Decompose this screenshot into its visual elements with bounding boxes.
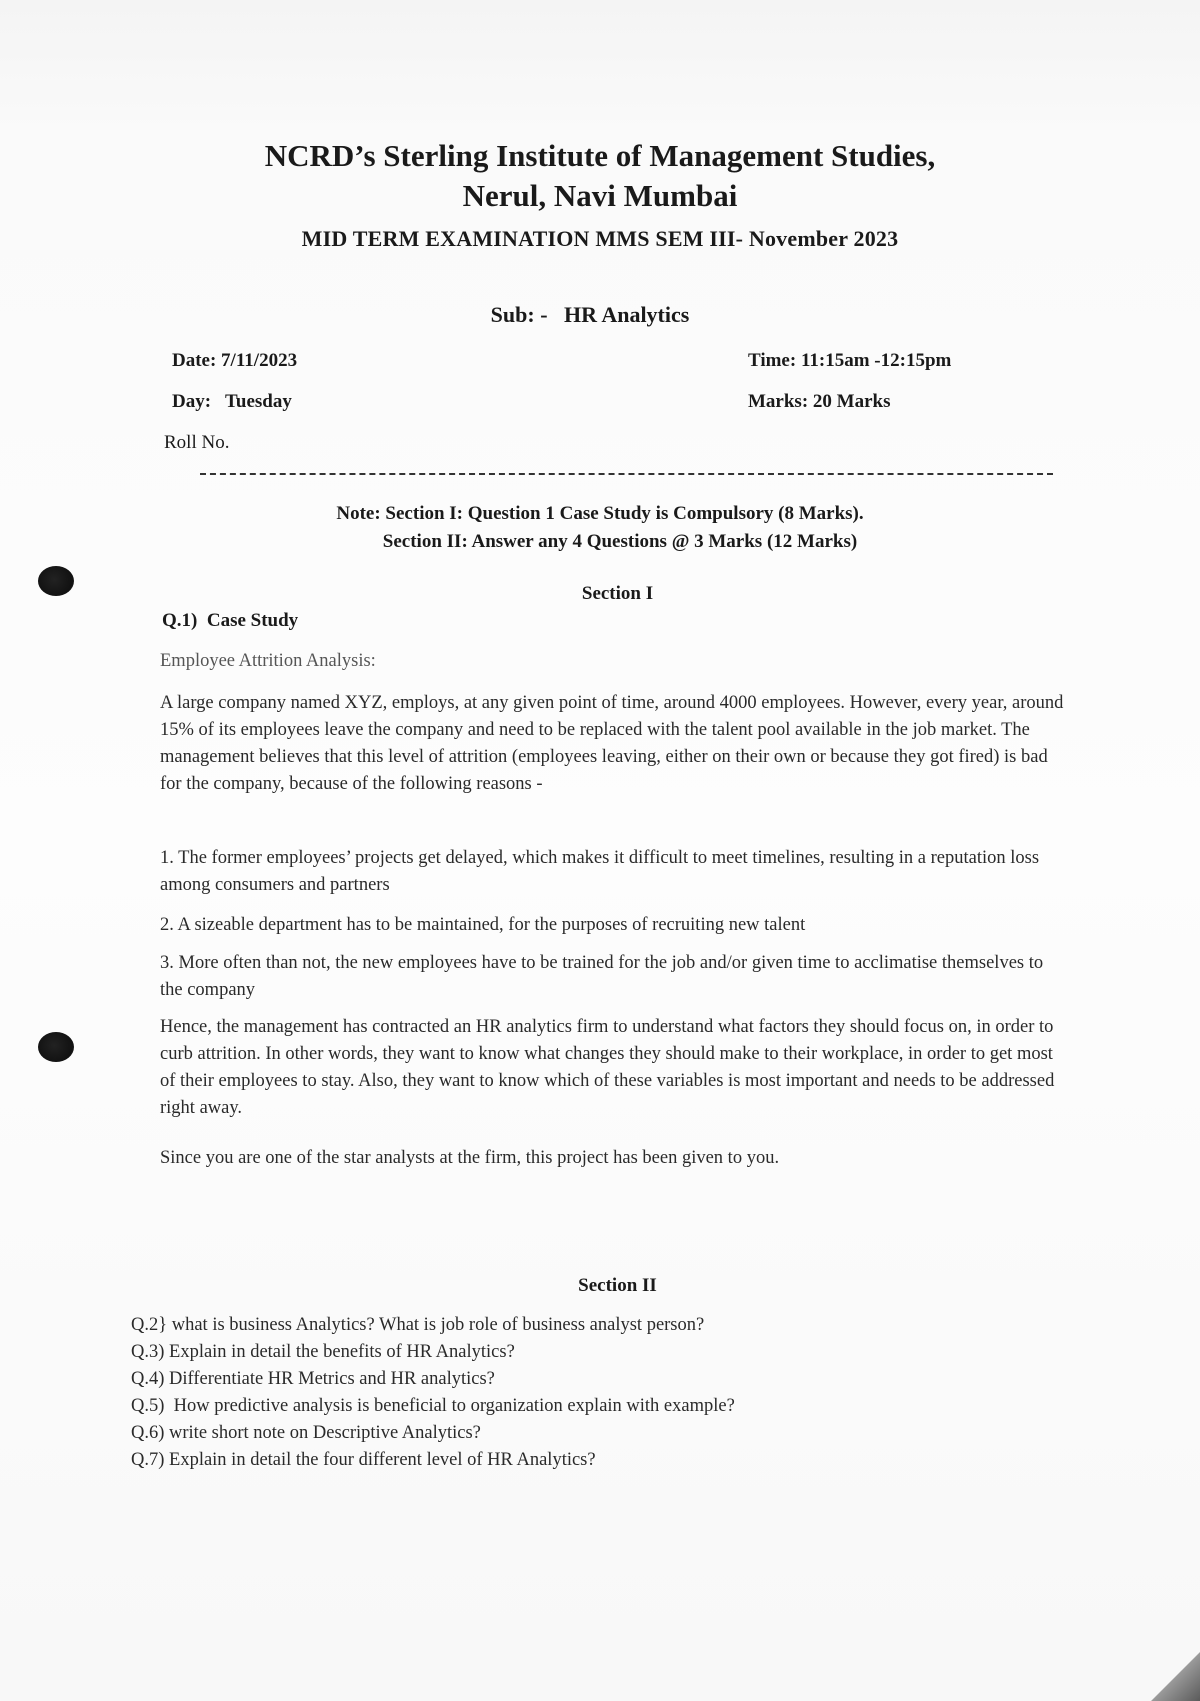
- case-study-paragraph-2: Hence, the management has contracted an HR analytics firm to understand what factors they should focus on, in order to curb attrition. In other words, they want to know what changes they should make to their workplace, in order to get most of their employees to stay. Also, they want to know which of these variables is most important and needs to be addressed right away.: [160, 1017, 1055, 1118]
- section-1-heading: Section I: [581, 583, 654, 604]
- question-item: Q.6) write short note on Descriptive Analytics?: [131, 1423, 481, 1443]
- question-item: Q.2} what is business Analytics? What is job role of business analyst person?: [131, 1315, 705, 1335]
- exam-title: MID TERM EXAMINATION MMS SEM III- November 2023: [301, 226, 899, 251]
- institute-location: Nerul, Navi Mumbai: [462, 178, 738, 213]
- roll-number-label: Roll No.: [164, 432, 230, 453]
- paper-header: [0, 136, 1200, 252]
- section-2-question-list: [131, 1312, 735, 1474]
- dashed-divider: [200, 473, 1053, 475]
- case-paragraph-text: A large company named XYZ, employs, at any given point of time, around 4000 employees. However, every year, around 15% of its employees leave the company and need to be replaced with the talent pool available in the job market. The management believes that this level of attrition (employees leaving, either on their own or because they got fired) is bad for the company, because of the following reasons -: [160, 693, 1064, 794]
- case-point-3: 3. More often than not, the new employees have to be trained for the job and/or given time to acclimatise themselves to the company: [160, 953, 1044, 1000]
- exam-day: Day: Tuesday: [172, 391, 292, 412]
- note-line-1: Note: Section I: Question 1 Case Study is Compulsory (8 Marks).: [336, 503, 864, 524]
- exam-marks: Marks: 20 Marks: [748, 391, 891, 412]
- case-study-paragraph-1: [160, 690, 1070, 798]
- section-2-heading: Section II: [578, 1275, 657, 1296]
- question-item: Q.7) Explain in detail the four different level of HR Analytics?: [131, 1450, 596, 1470]
- note-line-2: Section II: Answer any 4 Questions @ 3 Marks (12 Marks): [382, 531, 858, 552]
- case-point-2: 2. A sizeable department has to be maintained, for the purposes of recruiting new talent: [160, 915, 806, 935]
- case-point-1: 1. The former employees’ projects get delayed, which makes it difficult to meet timelines, resulting in a reputation loss among consumers and partners: [160, 848, 1040, 895]
- question-item: Q.4) Differentiate HR Metrics and HR analytics?: [131, 1369, 495, 1389]
- case-study-title: Employee Attrition Analysis:: [160, 651, 376, 671]
- question-item: Q.5) How predictive analysis is beneficial to organization explain with example?: [131, 1396, 735, 1416]
- subject-line: Sub: - HR Analytics: [490, 302, 690, 327]
- folded-corner: [1140, 1651, 1200, 1701]
- exam-date: Date: 7/11/2023: [172, 350, 298, 371]
- institute-name: NCRD’s Sterling Institute of Management Studies,: [264, 138, 936, 173]
- question-item: Q.3) Explain in detail the benefits of HR Analytics?: [131, 1342, 515, 1362]
- exam-time: Time: 11:15am -12:15pm: [748, 350, 952, 371]
- case-study-paragraph-3: Since you are one of the star analysts at the firm, this project has been given to you.: [160, 1148, 780, 1168]
- instructions-note: [0, 500, 1200, 556]
- punch-hole-bottom: [38, 1032, 74, 1062]
- question-1-label: Q.1) Case Study: [162, 610, 299, 631]
